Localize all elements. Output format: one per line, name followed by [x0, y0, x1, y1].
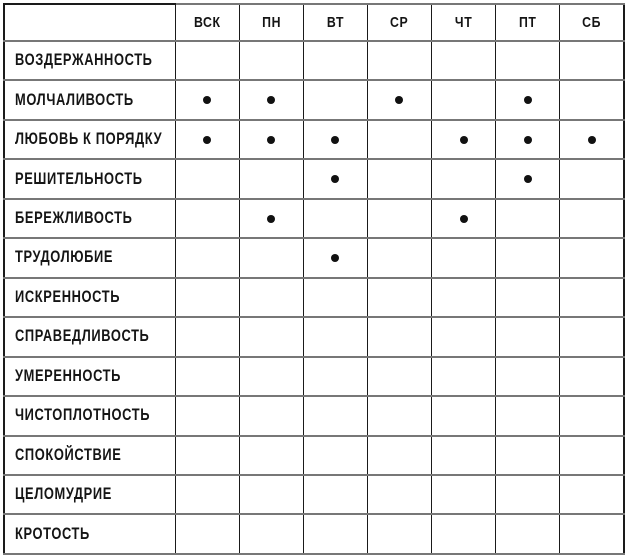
- mark-cell: [175, 475, 239, 514]
- day-header: [560, 4, 624, 41]
- dot-mark-icon: [524, 175, 532, 183]
- mark-cell: [303, 514, 367, 554]
- table-body: [4, 41, 624, 554]
- day-header-label: ВТ: [326, 14, 344, 31]
- mark-cell: [239, 317, 303, 356]
- table-header-row: [4, 4, 624, 41]
- virtue-label: ТРУДОЛЮБИЕ: [15, 248, 114, 267]
- dot-mark-icon: [524, 136, 532, 144]
- mark-cell: [367, 436, 431, 475]
- mark-cell: [239, 357, 303, 396]
- virtue-label: ЧИСТОПЛОТНОСТЬ: [15, 406, 151, 425]
- virtue-label-cell: [4, 199, 175, 238]
- mark-cell: [303, 238, 367, 277]
- mark-cell: [303, 41, 367, 80]
- virtue-label: ЦЕЛОМУДРИЕ: [15, 485, 112, 504]
- mark-cell: [367, 396, 431, 435]
- day-header: [175, 4, 239, 41]
- mark-cell: [432, 278, 496, 317]
- virtue-row: [4, 475, 624, 514]
- dot-mark-icon: [588, 136, 596, 144]
- mark-cell: [432, 514, 496, 554]
- mark-cell: [367, 514, 431, 554]
- mark-cell: [432, 475, 496, 514]
- mark-cell: [432, 199, 496, 238]
- mark-cell: [367, 41, 431, 80]
- mark-cell: [560, 238, 624, 277]
- day-header-label: СР: [390, 14, 409, 31]
- virtue-label-cell: [4, 514, 175, 554]
- mark-cell: [432, 80, 496, 119]
- dot-mark-icon: [267, 215, 275, 223]
- mark-cell: [496, 396, 560, 435]
- virtue-label-cell: [4, 436, 175, 475]
- mark-cell: [239, 80, 303, 119]
- virtue-label: УМЕРЕННОСТЬ: [15, 366, 122, 385]
- mark-cell: [303, 475, 367, 514]
- mark-cell: [496, 357, 560, 396]
- mark-cell: [496, 278, 560, 317]
- mark-cell: [303, 80, 367, 119]
- virtue-label-cell: [4, 278, 175, 317]
- mark-cell: [367, 120, 431, 159]
- day-header-label: СБ: [582, 14, 602, 31]
- virtue-label: БЕРЕЖЛИВОСТЬ: [15, 209, 133, 228]
- mark-cell: [432, 357, 496, 396]
- virtue-row: [4, 80, 624, 119]
- virtue-label-cell: [4, 120, 175, 159]
- day-header: [303, 4, 367, 41]
- mark-cell: [560, 159, 624, 198]
- mark-cell: [496, 80, 560, 119]
- virtue-label: СПОКОЙСТВИЕ: [15, 445, 122, 464]
- dot-mark-icon: [524, 96, 532, 104]
- mark-cell: [560, 475, 624, 514]
- mark-cell: [560, 199, 624, 238]
- mark-cell: [303, 396, 367, 435]
- mark-cell: [303, 436, 367, 475]
- mark-cell: [175, 278, 239, 317]
- day-header: [239, 4, 303, 41]
- mark-cell: [496, 436, 560, 475]
- mark-cell: [560, 120, 624, 159]
- mark-cell: [367, 238, 431, 277]
- mark-cell: [560, 436, 624, 475]
- virtue-label: ВОЗДЕРЖАННОСТЬ: [15, 51, 153, 70]
- dot-mark-icon: [395, 96, 403, 104]
- mark-cell: [239, 238, 303, 277]
- mark-cell: [303, 317, 367, 356]
- mark-cell: [560, 396, 624, 435]
- mark-cell: [239, 514, 303, 554]
- mark-cell: [432, 120, 496, 159]
- mark-cell: [175, 199, 239, 238]
- dot-mark-icon: [331, 175, 339, 183]
- mark-cell: [367, 317, 431, 356]
- mark-cell: [239, 278, 303, 317]
- virtue-row: [4, 357, 624, 396]
- mark-cell: [432, 317, 496, 356]
- mark-cell: [303, 199, 367, 238]
- mark-cell: [239, 396, 303, 435]
- mark-cell: [175, 514, 239, 554]
- mark-cell: [560, 514, 624, 554]
- virtue-label: СПРАВЕДЛИВОСТЬ: [15, 327, 150, 346]
- mark-cell: [367, 80, 431, 119]
- mark-cell: [496, 514, 560, 554]
- mark-cell: [175, 159, 239, 198]
- mark-cell: [496, 199, 560, 238]
- mark-cell: [560, 41, 624, 80]
- mark-cell: [239, 120, 303, 159]
- virtue-row: [4, 120, 624, 159]
- virtue-label-cell: [4, 238, 175, 277]
- mark-cell: [367, 357, 431, 396]
- virtue-label: ИСКРЕННОСТЬ: [15, 287, 121, 306]
- mark-cell: [432, 238, 496, 277]
- mark-cell: [496, 238, 560, 277]
- virtue-label: РЕШИТЕЛЬНОСТЬ: [15, 169, 143, 188]
- mark-cell: [239, 199, 303, 238]
- mark-cell: [175, 238, 239, 277]
- mark-cell: [560, 317, 624, 356]
- mark-cell: [432, 159, 496, 198]
- virtue-label: ЛЮБОВЬ К ПОРЯДКУ: [15, 130, 163, 149]
- day-header: [496, 4, 560, 41]
- mark-cell: [432, 436, 496, 475]
- virtue-row: [4, 41, 624, 80]
- day-header-label: ПН: [261, 14, 281, 31]
- mark-cell: [496, 317, 560, 356]
- day-header: [367, 4, 431, 41]
- mark-cell: [367, 159, 431, 198]
- mark-cell: [496, 475, 560, 514]
- mark-cell: [367, 278, 431, 317]
- mark-cell: [367, 475, 431, 514]
- day-header-label: ПТ: [518, 14, 537, 31]
- day-header-label: ЧТ: [454, 14, 473, 31]
- mark-cell: [175, 80, 239, 119]
- day-header-label: ВСК: [193, 14, 221, 31]
- virtue-row: [4, 436, 624, 475]
- mark-cell: [303, 120, 367, 159]
- mark-cell: [303, 357, 367, 396]
- virtue-row: [4, 514, 624, 554]
- mark-cell: [560, 80, 624, 119]
- dot-mark-icon: [203, 96, 211, 104]
- virtue-label: МОЛЧАЛИВОСТЬ: [15, 90, 134, 109]
- week-virtues-table: [3, 3, 625, 555]
- virtue-row: [4, 278, 624, 317]
- mark-cell: [175, 357, 239, 396]
- virtue-label-cell: [4, 41, 175, 80]
- dot-mark-icon: [267, 136, 275, 144]
- mark-cell: [239, 436, 303, 475]
- mark-cell: [560, 278, 624, 317]
- virtue-label: КРОТОСТЬ: [15, 524, 90, 543]
- mark-cell: [175, 436, 239, 475]
- mark-cell: [496, 159, 560, 198]
- mark-cell: [432, 396, 496, 435]
- corner-cell: [4, 4, 175, 41]
- mark-cell: [496, 41, 560, 80]
- dot-mark-icon: [331, 136, 339, 144]
- virtue-label-cell: [4, 396, 175, 435]
- dot-mark-icon: [460, 215, 468, 223]
- dot-mark-icon: [267, 96, 275, 104]
- mark-cell: [303, 278, 367, 317]
- virtue-row: [4, 317, 624, 356]
- mark-cell: [239, 41, 303, 80]
- virtue-label-cell: [4, 357, 175, 396]
- virtue-row: [4, 396, 624, 435]
- mark-cell: [239, 159, 303, 198]
- day-header: [432, 4, 496, 41]
- virtue-label-cell: [4, 80, 175, 119]
- dot-mark-icon: [331, 254, 339, 262]
- virtue-label-cell: [4, 475, 175, 514]
- dot-mark-icon: [203, 136, 211, 144]
- dot-mark-icon: [460, 136, 468, 144]
- virtue-row: [4, 238, 624, 277]
- mark-cell: [560, 357, 624, 396]
- virtue-row: [4, 159, 624, 198]
- mark-cell: [239, 475, 303, 514]
- mark-cell: [367, 199, 431, 238]
- virtue-label-cell: [4, 159, 175, 198]
- virtue-row: [4, 199, 624, 238]
- mark-cell: [303, 159, 367, 198]
- virtue-label-cell: [4, 317, 175, 356]
- mark-cell: [496, 120, 560, 159]
- mark-cell: [432, 41, 496, 80]
